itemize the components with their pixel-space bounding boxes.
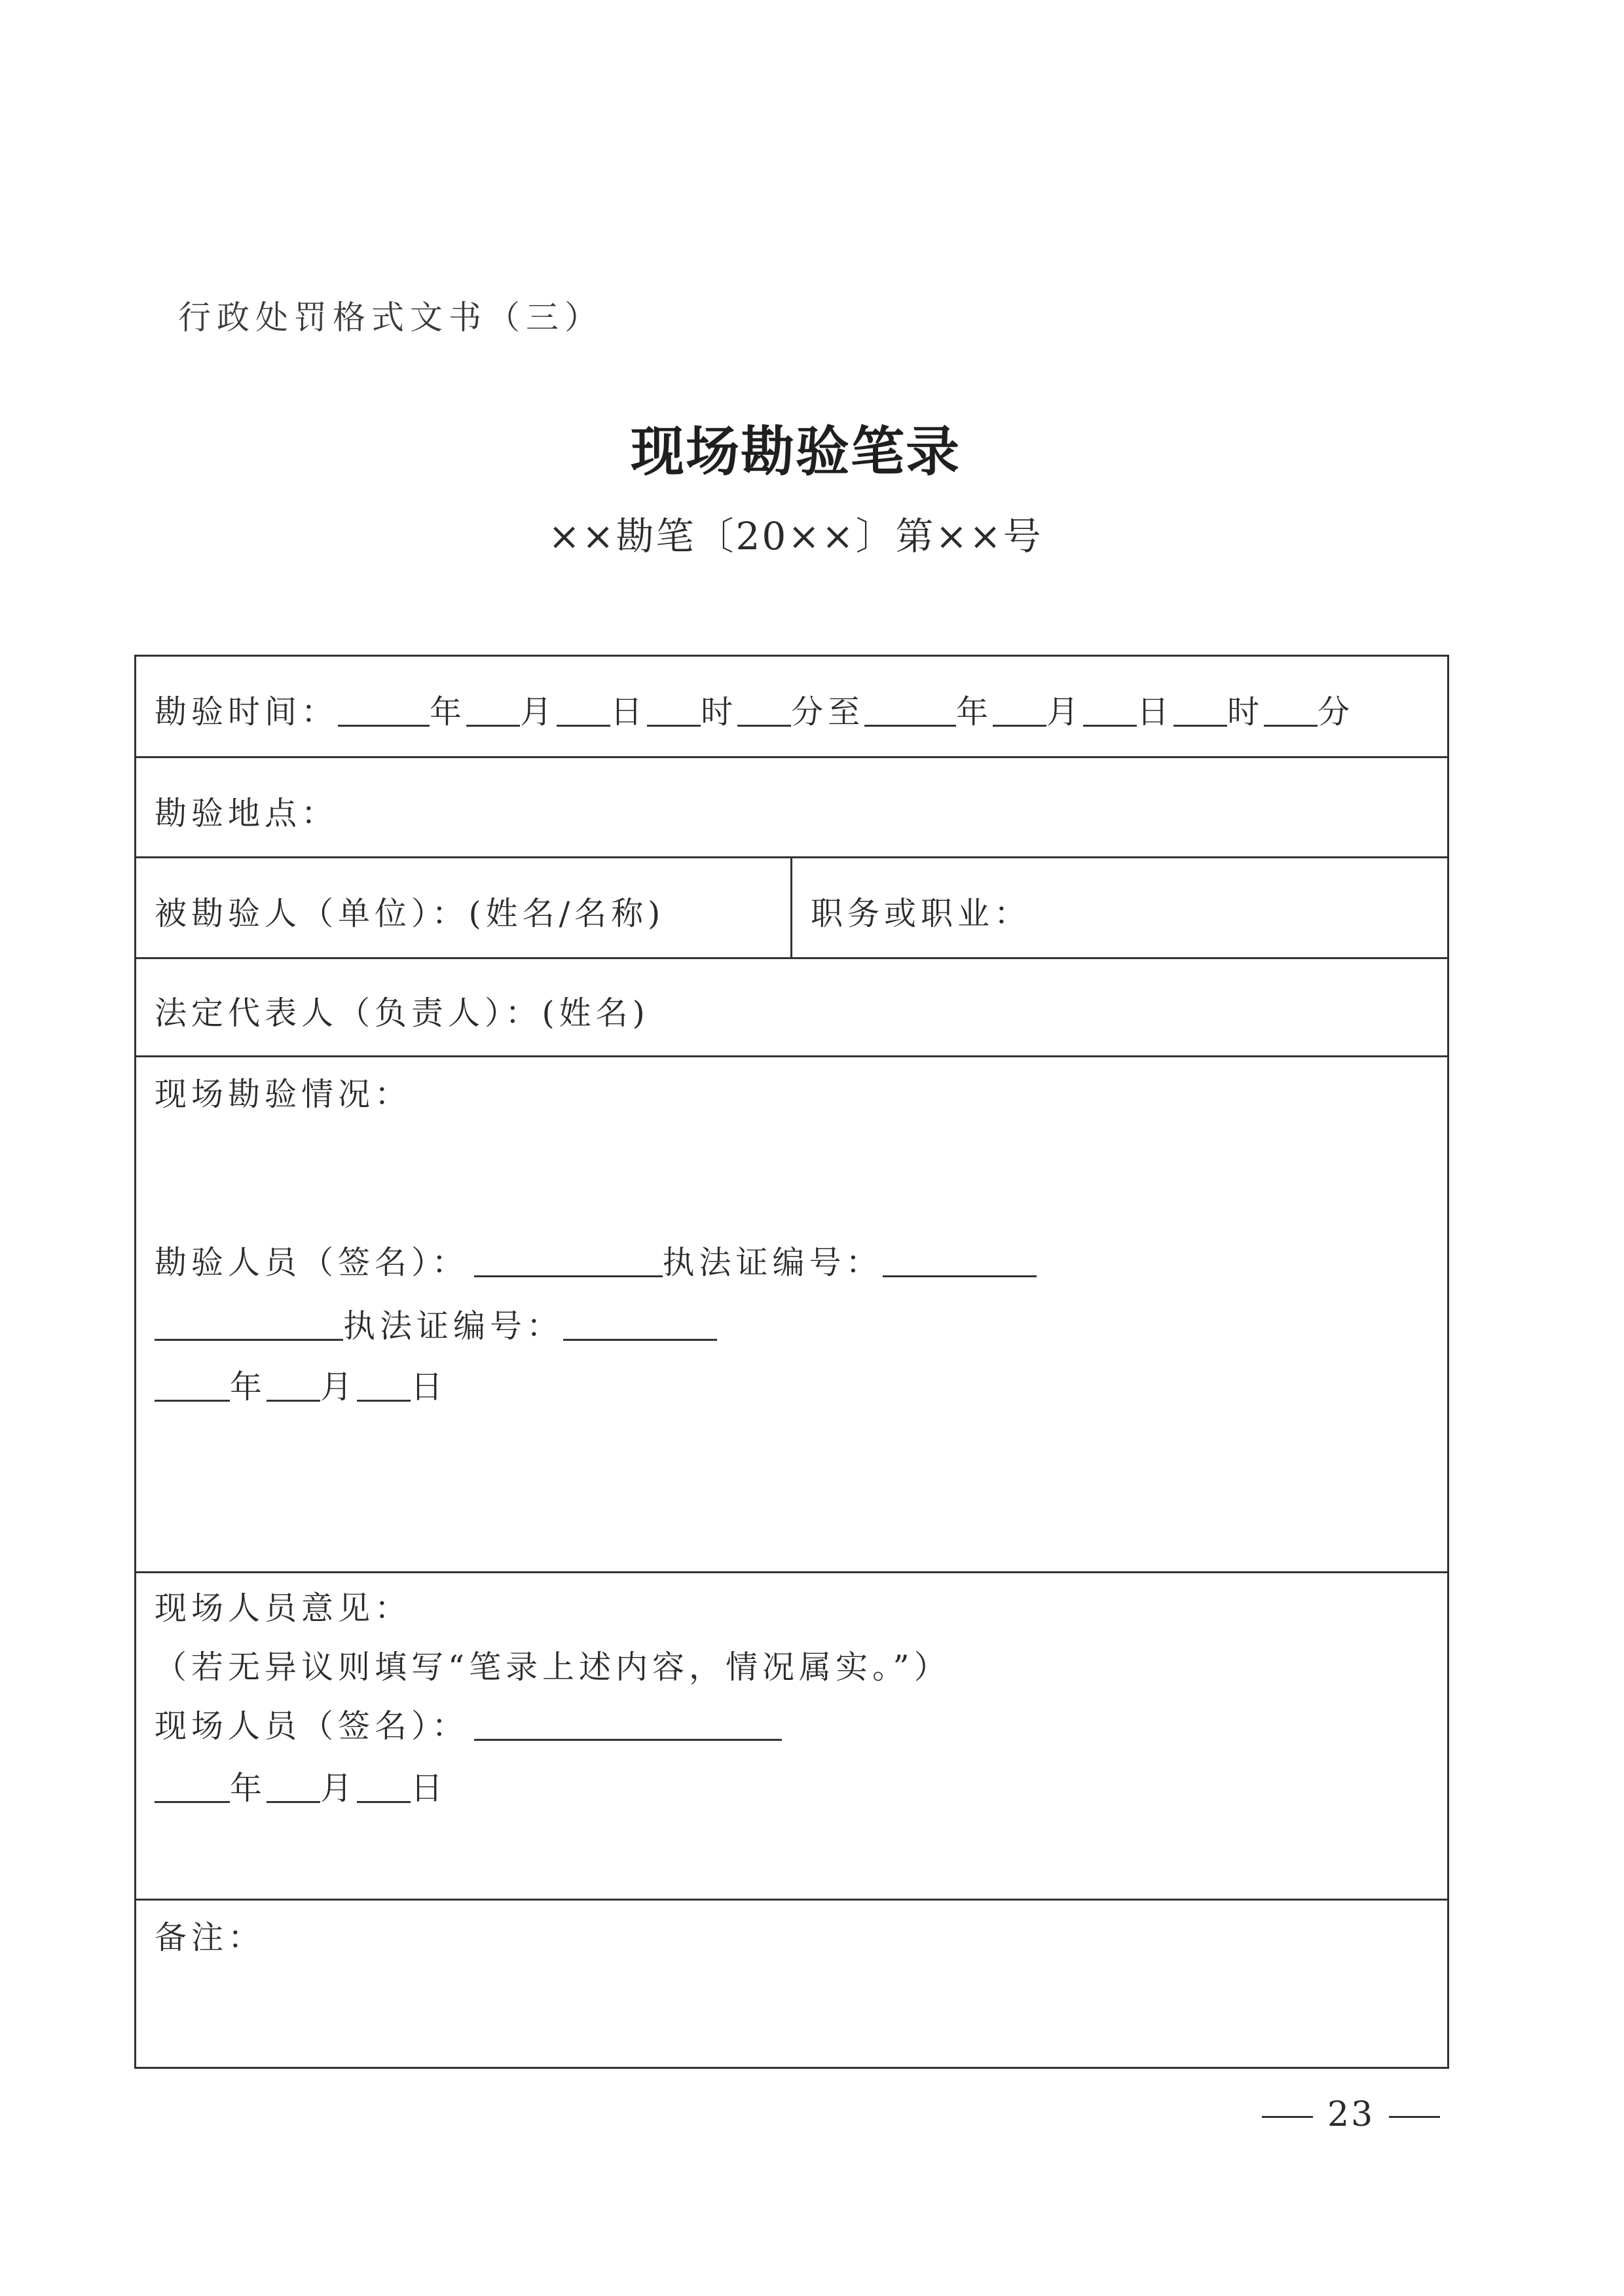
location-label: 勘验地点： (155, 795, 339, 832)
time-label: 勘验时间： (155, 693, 339, 731)
occupation-cell[interactable] (792, 858, 1447, 957)
start-minute-field[interactable] (737, 699, 791, 727)
document-series: 行政处罚格式文书（三） (178, 299, 603, 337)
onsite-date-month-unit: 月 (320, 1770, 358, 1807)
legal-rep-label: 法定代表人（负责人）：(姓名) (155, 994, 650, 1032)
onsite-date-year-field[interactable] (155, 1775, 230, 1803)
inspect-date-day-field[interactable] (357, 1374, 411, 1402)
location-row[interactable] (136, 758, 1447, 858)
situation-label: 现场勘验情况： (155, 1076, 412, 1113)
end-minute-field[interactable] (1264, 699, 1318, 727)
start-hour-unit: 时 (701, 693, 738, 731)
end-year-unit: 年 (956, 693, 993, 731)
subject-label: 被勘验人（单位）：(姓名/名称) (155, 895, 665, 932)
start-month-field[interactable] (466, 699, 520, 727)
onsite-date-day-unit: 日 (411, 1770, 448, 1807)
cert-number-field-1[interactable] (883, 1249, 1037, 1277)
inspector-sign-label: 勘验人员（签名）： (155, 1244, 469, 1281)
subject-row (136, 858, 1447, 959)
occupation-label: 职务或职业： (811, 895, 1031, 932)
situation-row (136, 1057, 1447, 1573)
document-title: 现场勘验笔录 (630, 420, 961, 483)
end-day-field[interactable] (1083, 699, 1137, 727)
inspect-date-year-field[interactable] (155, 1374, 230, 1402)
page-number-dash-left (1262, 2116, 1313, 2118)
end-minute-unit: 分 (1318, 693, 1355, 731)
end-hour-field[interactable] (1173, 699, 1227, 727)
end-month-unit: 月 (1046, 693, 1084, 731)
start-year-unit: 年 (430, 693, 467, 731)
start-minute-unit: 分至 (791, 693, 865, 731)
document-number: ××勘笔〔20××〕第××号 (548, 514, 1043, 558)
remarks-label: 备注： (155, 1919, 265, 1956)
inspect-date-year-unit: 年 (230, 1368, 267, 1406)
page-number-dash-right (1389, 2116, 1440, 2118)
start-month-unit: 月 (520, 693, 557, 731)
start-day-unit: 日 (610, 693, 648, 731)
subject-cell[interactable] (136, 858, 792, 957)
cert-number-label-1: 执法证编号： (662, 1244, 883, 1281)
end-year-field[interactable] (864, 699, 956, 727)
onsite-opinion-label: 现场人员意见： (155, 1590, 412, 1627)
remarks-row[interactable] (136, 1901, 1447, 2067)
end-day-unit: 日 (1137, 693, 1174, 731)
start-year-field[interactable] (338, 699, 430, 727)
legal-rep-row[interactable] (136, 959, 1447, 1057)
onsite-sign-label: 现场人员（签名）： (155, 1707, 469, 1745)
onsite-date-year-unit: 年 (230, 1770, 267, 1807)
start-day-field[interactable] (557, 699, 610, 727)
inspector-signature-field-2[interactable] (155, 1313, 343, 1341)
cert-number-label-2: 执法证编号： (343, 1307, 564, 1345)
cert-number-field-2[interactable] (563, 1313, 717, 1341)
end-hour-unit: 时 (1227, 693, 1264, 731)
onsite-signature-field[interactable] (474, 1713, 782, 1741)
start-hour-field[interactable] (647, 699, 701, 727)
page-number-value: 23 (1327, 2095, 1375, 2134)
onsite-opinion-row (136, 1573, 1447, 1901)
time-row (136, 657, 1447, 758)
inspect-date-month-field[interactable] (267, 1374, 320, 1402)
onsite-note: （若无异议则填写“笔录上述内容，情况属实。”） (155, 1649, 951, 1686)
onsite-date-day-field[interactable] (357, 1775, 411, 1803)
onsite-date-month-field[interactable] (267, 1775, 320, 1803)
page-number (1247, 2095, 1454, 2134)
inspection-form (134, 655, 1449, 2069)
inspect-date-month-unit: 月 (320, 1368, 358, 1406)
end-month-field[interactable] (993, 699, 1046, 727)
inspector-signature-field-1[interactable] (474, 1249, 663, 1277)
inspect-date-day-unit: 日 (411, 1368, 448, 1406)
